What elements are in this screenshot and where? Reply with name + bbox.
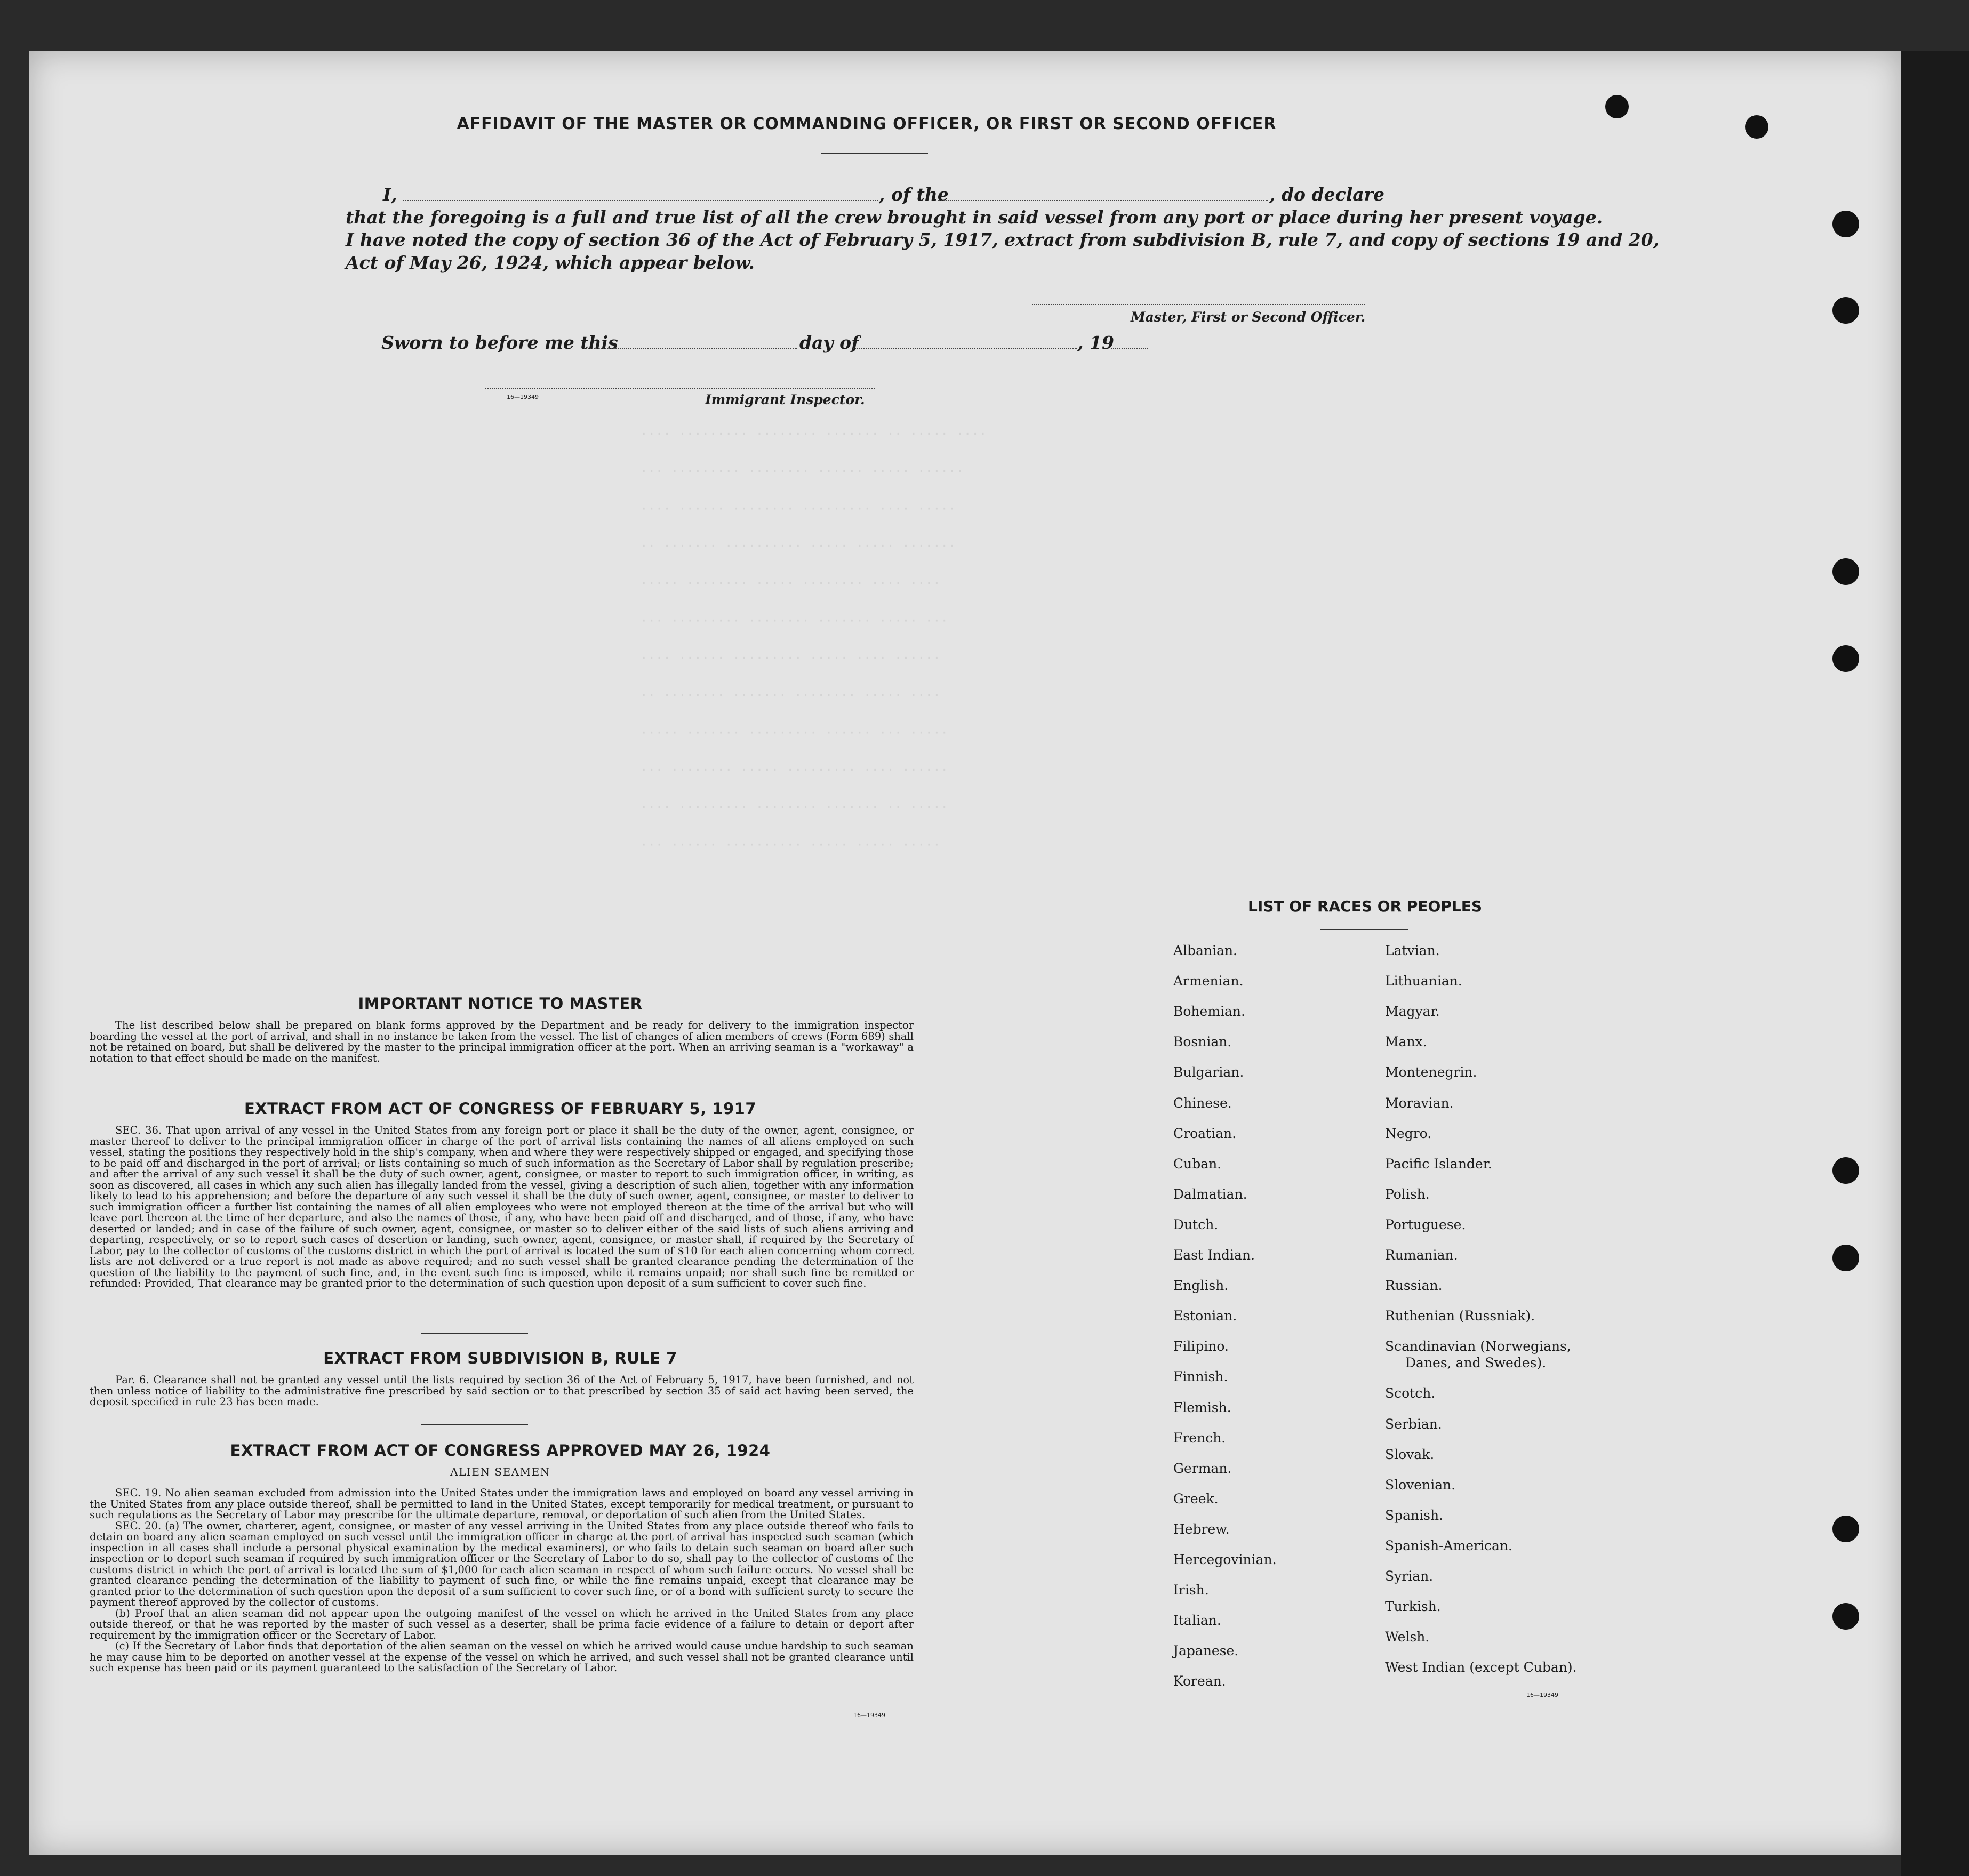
inspector-signature-field[interactable]	[485, 388, 875, 389]
extract-rule7-text: Par. 6. Clearance shall not be granted any vessel until the lists required by section 36 of the Act of February 5, 1917, have been furnished, and not then unless notice of liability to the administrative fine prescribed by said section or to that prescribed by section 35 of said act having been served, the deposit specified in rule 23 has been made.	[90, 1374, 914, 1408]
master-signature-label: Master, First or Second Officer.	[1131, 309, 1366, 325]
race-item: Portuguese.	[1385, 1216, 1466, 1232]
race-item: Hercegovinian.	[1173, 1552, 1277, 1567]
race-item: Magyar.	[1385, 1004, 1440, 1020]
race-item: Welsh.	[1385, 1629, 1430, 1645]
race-item: Scandinavian (Norwegians,	[1385, 1338, 1571, 1354]
punch-hole-icon	[1832, 558, 1859, 585]
race-item: Estonian.	[1173, 1308, 1237, 1324]
races-left-column	[1173, 943, 1376, 1700]
race-item: German.	[1173, 1460, 1232, 1476]
race-item: Flemish.	[1173, 1399, 1231, 1415]
race-item: Moravian.	[1385, 1095, 1454, 1111]
race-item: French.	[1173, 1430, 1226, 1446]
title-divider	[821, 153, 928, 154]
race-item: Serbian.	[1385, 1416, 1442, 1432]
race-item: Manx.	[1385, 1034, 1427, 1050]
race-item: English.	[1173, 1278, 1229, 1294]
race-item: Cuban.	[1173, 1156, 1222, 1172]
race-item: Filipino.	[1173, 1338, 1229, 1354]
race-item: Slovak.	[1385, 1446, 1435, 1462]
extract-1924-title: EXTRACT FROM ACT OF CONGRESS APPROVED MAY 26, 1924	[230, 1441, 771, 1460]
race-item: Syrian.	[1385, 1568, 1434, 1584]
race-item: Ruthenian (Russniak).	[1385, 1308, 1535, 1324]
race-item: Russian.	[1385, 1278, 1443, 1294]
race-item: Montenegrin.	[1385, 1064, 1477, 1080]
form-code: 16—19349	[1526, 1691, 1558, 1698]
affidavit-line-1: I, , of the , do declare	[383, 184, 1385, 205]
race-item: Chinese.	[1173, 1095, 1232, 1111]
section-divider	[421, 1424, 528, 1425]
sworn-year-field[interactable]	[1111, 348, 1148, 349]
race-item: Korean.	[1173, 1673, 1226, 1689]
punch-hole-icon	[1832, 1157, 1859, 1184]
races-right-column	[1385, 943, 1641, 1700]
race-item: Spanish.	[1385, 1507, 1444, 1523]
race-item: Italian.	[1173, 1613, 1221, 1629]
races-title: LIST OF RACES OR PEOPLES	[1248, 897, 1482, 915]
bleed-through-text: ···· ········· ········ ······· ·· ····· ···· ··· ········· ········ ······ ····· ······ ···· ······ ········ ········· ···· ····· ·· ······· ·········· ····· ····· ······· ····· ········ ····· ········ ···· ···· ··· ········· ········ ······· ····· ··· ···· ······ ········· ····· ···· ······ ·· ········ ······· ········ ····· ···· ····· ······· ········· ······ ··· ····· ··· ········ ····· ········· ···· ······ ···· ········· ········ ······· ·· ····· ··· ······ ·········· ····· ····· ·····	[640, 427, 987, 852]
affidavit-title: AFFIDAVIT OF THE MASTER OR COMMANDING OFFICER, OR FIRST OR SECOND OFFICER	[457, 115, 1277, 133]
race-item: Latvian.	[1385, 943, 1440, 958]
race-item: Dutch.	[1173, 1216, 1219, 1232]
scanner-edge	[1901, 51, 1969, 1876]
races-divider	[1320, 929, 1408, 930]
race-item: Bosnian.	[1173, 1034, 1232, 1050]
punch-hole-icon	[1832, 645, 1859, 672]
affidavit-line-4: Act of May 26, 1924, which appear below.	[346, 252, 755, 273]
punch-hole-icon	[1832, 1516, 1859, 1542]
race-item: Croatian.	[1173, 1125, 1237, 1141]
punch-hole-icon	[1832, 1245, 1859, 1271]
race-item: Turkish.	[1385, 1599, 1441, 1615]
extract-1917-text: SEC. 36. That upon arrival of any vessel in the United States from any foreign port or place it shall be the duty of the owner, agent, consignee, or master thereof to deliver to the principal immigration officer in charge of the port of arrival lists containing the names of all aliens employed on such vessel, stating the positions they respectively hold in the ship's company, when and where they were respectively shipped or engaged, and specifying those to be paid off and discharged in the port of arrival; or lists containing so much of such information as the Secretary of Labor shall by regulation prescribe; and after the arrival of any such vessel it shall be the duty of such owner, agent, consignee, or master to report to such immigration officer, in writing, as soon as discovered, all cases in which any such alien has illegally landed from the vessel, giving a description of such alien, together with any information likely to lead to his apprehension; and before the departure of any such vessel it shall be the duty of such owner, agent, consignee, or master to deliver to such immigration officer a further list containing the names of all alien employees who were not employed thereon at the time of the arrival but who will leave port thereon at the time of her departure, and also the names of those, if any, who have been paid off and discharged, and of those, if any, who have deserted or landed; and in case of the failure of such owner, agent, consignee, or master so to deliver either of the said lists of such aliens arriving and departing, respectively, or so to report such cases of desertion or landing, such owner, agent, consignee, or master shall, if required by the Secretary of Labor, pay to the collector of customs of the customs district in which the port of arrival is located the sum of $10 for each alien concerning whom correct lists are not delivered or a true report is not made as above required; and no such vessel shall be granted clearance pending the determination of the question of the liability to the payment of such fine, and, in the event such fine is imposed, while it remains unpaid; nor shall such fine be remitted or refunded: Provided, That clearance may be granted prior to the determination of such question upon deposit of a sum sufficient to cover such fine.	[90, 1124, 914, 1289]
notice-title: IMPORTANT NOTICE TO MASTER	[358, 995, 643, 1013]
race-item: Danes, and Swedes).	[1405, 1355, 1547, 1371]
form-code: 16—19349	[507, 394, 539, 400]
punch-hole-icon	[1832, 1603, 1859, 1630]
form-code: 16—19349	[853, 1712, 885, 1719]
extract-1924-text: SEC. 19. No alien seaman excluded from admission into the United States under the immigration laws and employed on board any vessel arriving in the United States from any place outside thereof, shall be permitted to land in the United States, except temporarily for medical treatment, or pursuant to such regulations as the Secretary of Labor may prescribe for the ultimate departure, removal, or deportation of such alien from the United States. SEC. 20. (a) The owner, charterer, agent, consignee, or master of any vessel arriving in the United States from any place outside thereof who fails to detain on board any alien seaman employed on such vessel until the immigration officer in charge at the port of arrival has inspected such seaman (which inspection in all cases shall include a personal physical examination by the medical examiners), or who fails to detain such seaman on board after such inspection or to deport such seaman if required by such immigration officer or the Secretary of Labor to do so, shall pay to the collector of customs of the customs district in which the port of arrival is located the sum of $1,000 for each alien seaman in respect of whom such failure occurs. No vessel shall be granted clearance pending the determination of the liability to payment of such fine, or while the fine remains unpaid, except that clearance may be granted prior to the determination of such question upon the deposit of a sum sufficient to cover such fine, or of a bond with sufficient surety to secure the payment thereof approved by the collector of customs. (b) Proof that an alien seaman did not appear upon the outgoing manifest of the vessel on which he arrived in the United States from any place outside thereof, or that he was reported by the master of such vessel as a deserter, shall be prima facie evidence of a failure to detain or deport after requirement by the immigration officer or the Secretary of Labor. (c) If the Secretary of Labor finds that deportation of the alien seaman on the vessel on which he arrived would cause undue hardship to such seaman he may cause him to be deported on another vessel at the expense of the vessel on which he arrived, and such vessel shall not be granted clearance until such expense has been paid or its payment guaranteed to the satisfaction of the Secretary of Labor.	[90, 1487, 914, 1674]
race-item: Greek.	[1173, 1490, 1219, 1506]
race-item: Hebrew.	[1173, 1521, 1230, 1537]
race-item: Armenian.	[1173, 973, 1244, 989]
race-item: West Indian (except Cuban).	[1385, 1659, 1577, 1675]
punch-hole-icon	[1832, 297, 1859, 324]
affidavit-line-3: I have noted the copy of section 36 of the Act of February 5, 1917, extract from subdivision B, rule 7, and copy of sections 19 and 20,	[346, 229, 1660, 250]
race-item: Bulgarian.	[1173, 1064, 1244, 1080]
race-item: Bohemian.	[1173, 1004, 1245, 1020]
race-item: Polish.	[1385, 1186, 1430, 1202]
race-item: Slovenian.	[1385, 1477, 1456, 1493]
vessel-field[interactable]	[938, 200, 1268, 201]
extract-1924-subtitle: ALIEN SEAMEN	[450, 1465, 550, 1478]
inspector-label: Immigrant Inspector.	[705, 392, 865, 407]
sworn-day-field[interactable]	[584, 348, 797, 349]
race-item: Finnish.	[1173, 1369, 1228, 1385]
race-item: Pacific Islander.	[1385, 1156, 1492, 1172]
section-divider	[421, 1333, 528, 1334]
name-field[interactable]	[403, 200, 878, 201]
master-signature-field[interactable]	[1032, 304, 1365, 305]
race-item: Irish.	[1173, 1582, 1209, 1598]
race-item: Japanese.	[1173, 1643, 1239, 1659]
race-item: East Indian.	[1173, 1247, 1255, 1263]
race-item: Negro.	[1385, 1125, 1432, 1141]
sworn-month-field[interactable]	[853, 348, 1077, 349]
race-item: Dalmatian.	[1173, 1186, 1247, 1202]
race-item: Spanish-American.	[1385, 1537, 1512, 1553]
race-item: Scotch.	[1385, 1385, 1436, 1401]
punch-hole-icon	[1745, 115, 1768, 139]
race-item: Rumanian.	[1385, 1247, 1458, 1263]
extract-1917-title: EXTRACT FROM ACT OF CONGRESS OF FEBRUARY 5, 1917	[244, 1100, 757, 1118]
extract-rule7-title: EXTRACT FROM SUBDIVISION B, RULE 7	[323, 1349, 677, 1367]
notice-text: The list described below shall be prepared on blank forms approved by the Department and be ready for delivery to the immigration inspector boarding the vessel at the port of arrival, and shall in no instance be taken from the vessel. The list of changes of alien members of crews (Form 689) shall not be retained on board, but shall be delivered by the master to the principal immigration officer at the port. When an arriving seaman is a "workaway" a notation to that effect should be made on the manifest.	[90, 1019, 914, 1064]
race-item: Lithuanian.	[1385, 973, 1462, 989]
sworn-line: Sworn to before me this day of , 19	[381, 332, 1181, 354]
affidavit-line-2: that the foregoing is a full and true list of all the crew brought in said vessel from any port or place during her present voyage.	[346, 207, 1603, 228]
punch-hole-icon	[1832, 211, 1859, 237]
punch-hole-icon	[1605, 95, 1629, 118]
race-item: Albanian.	[1173, 943, 1238, 958]
